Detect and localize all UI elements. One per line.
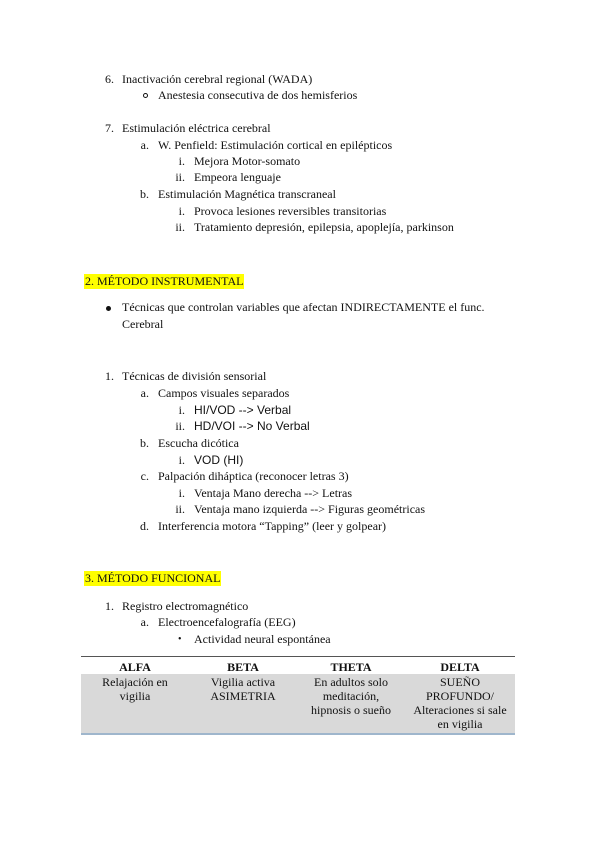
list-item-wada: Inactivación cerebral regional (WADA): [122, 72, 313, 86]
list-marker-i: i.: [178, 453, 185, 467]
list-number-7: 7.: [105, 121, 114, 135]
cell-line: SUEÑO: [439, 675, 480, 689]
list-marker-b: b.: [140, 187, 149, 201]
list-item-division-sensorial: Técnicas de división sensorial: [122, 369, 267, 383]
list-subitem-campos: Campos visuales separados: [158, 386, 290, 400]
table-header-row: [81, 657, 515, 675]
cell-line: Alteraciones si sale: [413, 703, 507, 717]
cell-line: Vigilia activa: [210, 675, 276, 689]
table-cell-delta: [405, 674, 515, 734]
cell-line: vigilia: [119, 689, 151, 703]
cell-line: En adultos solo: [314, 675, 388, 689]
list-subitem-vod-hi: VOD (HI): [194, 453, 244, 467]
list-marker-i: i.: [178, 204, 185, 218]
cell-line: PROFUNDO/: [425, 689, 494, 703]
list-subitem-lesiones: Provoca lesiones reversibles transitorias: [194, 204, 387, 218]
list-subitem-empeora: Empeora lenguaje: [194, 170, 281, 184]
list-subitem-actividad: Actividad neural espontánea: [194, 632, 331, 646]
list-number-1: 1.: [105, 599, 114, 613]
list-subitem-palpacion: Palpación dihápti​ca (reconocer letras 3): [158, 469, 349, 483]
cell-line: en vigilia: [437, 717, 483, 731]
table-cell-beta: [189, 674, 297, 734]
list-number-1: 1.: [105, 369, 114, 383]
cell-line: Relajación en: [102, 675, 168, 689]
table-header-delta: DELTA: [405, 657, 515, 675]
table-header-theta: THETA: [297, 657, 405, 675]
bullet-icon: [106, 306, 111, 311]
list-marker-d: d.: [140, 519, 149, 533]
eeg-waves-table: [81, 656, 515, 735]
list-subitem-ventaja-derecha: Ventaja Mano derecha --> Letras: [194, 486, 353, 500]
list-item-estimulacion: Estimulación eléctrica cerebral: [122, 121, 271, 135]
list-subitem-eeg: Electroencefalografía (EEG): [158, 615, 296, 629]
list-marker-b: b.: [140, 436, 149, 450]
list-number-6: 6.: [105, 72, 114, 86]
table-row: [81, 674, 515, 734]
list-marker-i: i.: [178, 403, 185, 417]
list-subitem-magnetica: Estimulación Magnética transcraneal: [158, 187, 336, 201]
table-cell-theta: [297, 674, 405, 734]
list-item-registro: Registro electromagnético: [122, 599, 249, 613]
list-subitem-ventaja-izquierda: Ventaja mano izquierda --> Figuras geométricas: [194, 502, 426, 516]
table-header-beta: BETA: [189, 657, 297, 675]
list-marker-a: a.: [140, 386, 149, 400]
hollow-bullet-icon: [143, 93, 148, 98]
list-subitem-penfield: W. Penfield: Estimulación cortical en epilépticos: [158, 138, 393, 152]
list-subitem-mejora: Mejora Motor-somato: [194, 154, 301, 168]
list-subitem-escucha: Escucha dicótica: [158, 436, 239, 450]
cell-line: meditación,: [322, 689, 380, 703]
list-subitem-tratamiento: Tratamiento depresión, epilepsia, apoplejía, parkinson: [194, 220, 454, 234]
cell-line: hipnosis o sueño: [310, 703, 391, 717]
list-marker-a: a.: [140, 615, 149, 629]
table-cell-alfa: [81, 674, 189, 734]
list-marker-ii: ii.: [175, 170, 185, 184]
list-marker-ii: ii.: [175, 220, 185, 234]
bullet-text-line1: Técnicas que controlan variables que afectan INDIRECTAMENTE el func.: [122, 300, 485, 314]
list-subitem-hd-voi: HD/VOI --> No Verbal: [194, 419, 310, 433]
list-marker-ii: ii.: [175, 502, 185, 516]
bullet-text-line2: Cerebral: [122, 317, 164, 331]
list-subitem-hi-vod: HI/VOD --> Verbal: [194, 403, 292, 417]
list-marker-i: i.: [178, 154, 185, 168]
list-subitem-anestesia: Anestesia consecutiva de dos hemisferios: [158, 88, 358, 102]
table-header-alfa: ALFA: [81, 657, 189, 675]
cell-line: ASIMETRIA: [210, 689, 276, 703]
section-heading-funcional: 3. MÉTODO FUNCIONAL: [85, 571, 221, 585]
list-marker-i: i.: [178, 486, 185, 500]
small-bullet-icon: •: [178, 634, 182, 645]
section-heading-instrumental: 2. MÉTODO INSTRUMENTAL: [85, 274, 244, 288]
list-marker-c: c.: [140, 469, 149, 483]
list-marker-ii: ii.: [175, 419, 185, 433]
list-marker-a: a.: [140, 138, 149, 152]
list-subitem-tapping: Interferencia motora “Tapping” (leer y golpear): [158, 519, 387, 533]
